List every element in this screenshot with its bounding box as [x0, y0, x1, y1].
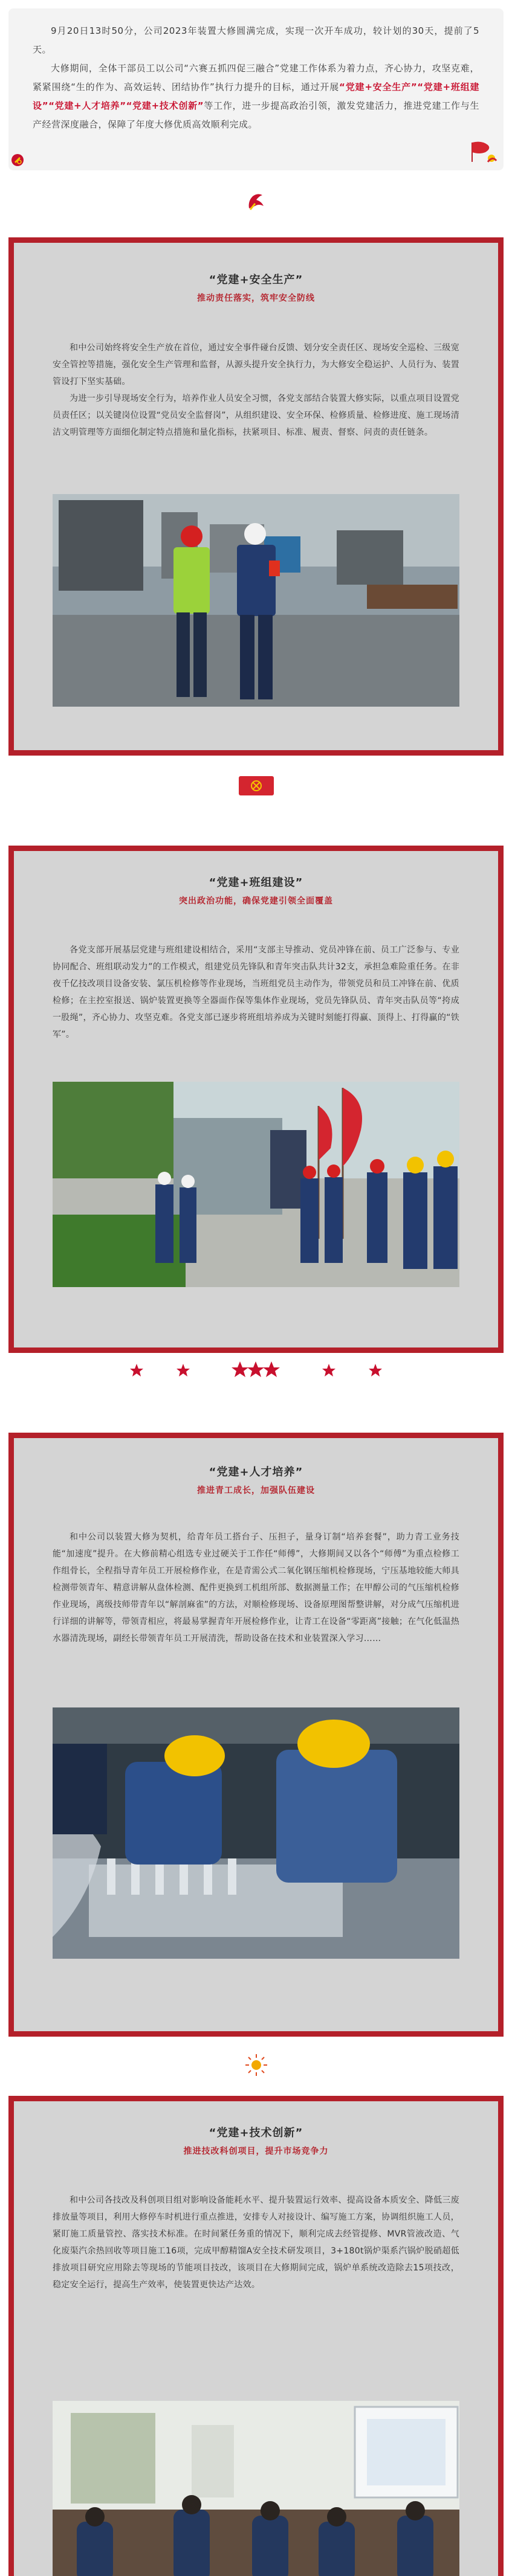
intro-paragraph-2: 大修期间，全体干部员工以公司“六赛五抓四促三融合”党建工作体系为着力点，齐心协力，攻坚克难，紧紧围绕“生的作为、高效运转、团结协作”执行力提升的目标，通过开展“党建+安全生产”“党建+班组建设”“党建+人才培养”“党建+技术创新”等工作，进一步提高政治引领，激发党建活力，推进党建工作与生产经营深度融合，保障了年度大修优质高效顺利完成。 — [33, 63, 480, 130]
section-divider — [0, 765, 512, 807]
party-emblem-icon — [11, 153, 24, 167]
section-title: “党建+人才培养” — [209, 1466, 303, 1479]
stars-decoration — [0, 1355, 512, 1386]
star-icon — [247, 1361, 264, 1377]
body-paragraph: 和中公司始终将安全生产放在首位，通过安全事件碰台反馈、划分安全责任区、现场安全巡检、三级宽安全管控等措施，强化安全生产管理和监督，从源头提升安全执行力，为大修安全稳运护、人员行为、装置管设打下坚实基础。 — [53, 343, 459, 387]
photo-safety-inspection — [53, 494, 459, 707]
intro-card — [8, 8, 504, 170]
section-title: “党建+技术创新” — [209, 2127, 303, 2139]
body-paragraph: 和中公司各技改及科创项目组对影响设备能耗水平、提升装置运行效率、提高设备本质安全、降低三废排放量等项目，利用大修停车时机进行重点推进，安排专人对接设计、编写施工方案，协调组织施工人员，紧盯施工质量管控、落实技术标准。在时间紧任务重的情况下，顺利完成去经管提修、MVR管液改造、气化废渠汽余热回收等项目施工16项，完成甲醇精馏A安全技术研发项目，3+180t锅炉渠系汽锅炉脱硝超低排放项目研究应用除去等现场的节能项目技改，该项目在大修期间完成，锅炉单系统改造除去15项技改，稳定安全运行，提高生产效率，使装置更快达产达效。 — [53, 2195, 459, 2290]
section-body — [53, 339, 459, 441]
section-team-building — [8, 846, 504, 1353]
section-talent-training — [8, 1433, 504, 2037]
section-body — [53, 942, 459, 1043]
star-icon — [322, 1364, 335, 1376]
section-title: “党建+班组建设” — [209, 876, 303, 889]
intro-paragraph-1: 9月20日13时50分，公司2023年装置大修圆满完成，实现一次开车成功，较计划的30天，提前了5天。 — [33, 25, 479, 55]
section-subtitle: 突出政治功能，确保党建引领全面覆盖 — [179, 896, 333, 906]
section-divider — [0, 181, 512, 223]
section-title: “党建+安全生产” — [209, 274, 303, 286]
star-icon — [177, 1364, 190, 1376]
sun-icon — [244, 2053, 268, 2077]
star-icon — [130, 1364, 143, 1376]
section-tech-innovation — [8, 2096, 504, 2576]
section-subtitle: 推进技改科创项目，提升市场竞争力 — [183, 2147, 329, 2156]
section-divider — [0, 2044, 512, 2086]
section-subtitle: 推进青工成长，加强队伍建设 — [197, 1486, 315, 1495]
section-body — [53, 1529, 459, 1647]
star-icon — [232, 1361, 248, 1377]
section-safety — [8, 237, 504, 756]
body-paragraph: 为进一步引导现场安全行为，培养作业人员安全习惯，各党支部结合装置大修实际，以重点项目设置党员责任区；以关键岗位设置“党员安全监督岗”，从组织建设、安全环保、检修质量、检修进度、施工现场清洁文明管理等方面细化制定特点措施和量化指标，扶紧项目、标准、履责、督察、问责的责任链条。 — [53, 394, 459, 437]
body-paragraph: 和中公司以装置大修为契机，给青年员工搭台子、压担子，量身订制“培养套餐”，助力青工业务技能“加速度”提升。在大修前精心组选专业过硬关于工作任“师傅”，大修期间又以各个“师傅”为重点检修工作组骨长，全程指导青年员工开展检修作业，在是青需公式二氧化钢压缩机检修现场，宁压基地较能大师具检测带领青年、精意讲解从盘体检测、配件更换到工机组所部、数据测量工作；在甲醇公司的气压缩机检修作业现场，离级技师带青年以“解剖麻雀”的方法，对顺检修现场、设备原理图帮整讲解，对分成气压缩机进行详细的讲解等，带领青相应，将最易掌握青年开展检修作业，让青工在设备“零距离”接触；在气化低温热水器清洗现场，副经长带领青年员工开展清洗，帮助设备在技术和业装置深入学习…… — [53, 1532, 459, 1643]
party-emblem-icon — [244, 190, 268, 214]
party-flag-icon — [235, 772, 277, 799]
photo-equipment-training — [53, 1707, 459, 1959]
photo-team-meeting — [53, 1082, 459, 1287]
star-icon — [369, 1364, 382, 1376]
star-icon — [263, 1361, 280, 1377]
body-paragraph: 各党支部开展基层党建与班组建设相结合，采用“支部主导推动、党员冲锋在前、员工广泛参与、专业协同配合、班组联动发力”的工作模式，组建党员先锋队和青年突击队共计32支，承担急难险重任务。在非夜千亿技改项目设备安装、氯压机检修等作业现场，当班组党员主动作为，带领党员和员工冲锋在前、优质检修；在主控室报送、锅炉装置更换等全器面作保等集体作业现场，党员先锋队员、青年突击队员等“挎成一股绳”，齐心协力、攻坚克难。各党支部已逐步将班组培养成为关键时刻能打得赢、顶得上、打得赢的“铁军”。 — [53, 945, 459, 1039]
photo-tech-meeting — [53, 2401, 459, 2576]
intro-highlight: “党建+安全生产”“党建+班组建设”“党建+人才培养”“党建+技术创新” — [33, 82, 480, 111]
flag-decoration-icon — [467, 140, 497, 164]
section-subtitle: 推动责任落实，筑牢安全防线 — [197, 294, 315, 303]
section-body — [53, 2192, 459, 2293]
